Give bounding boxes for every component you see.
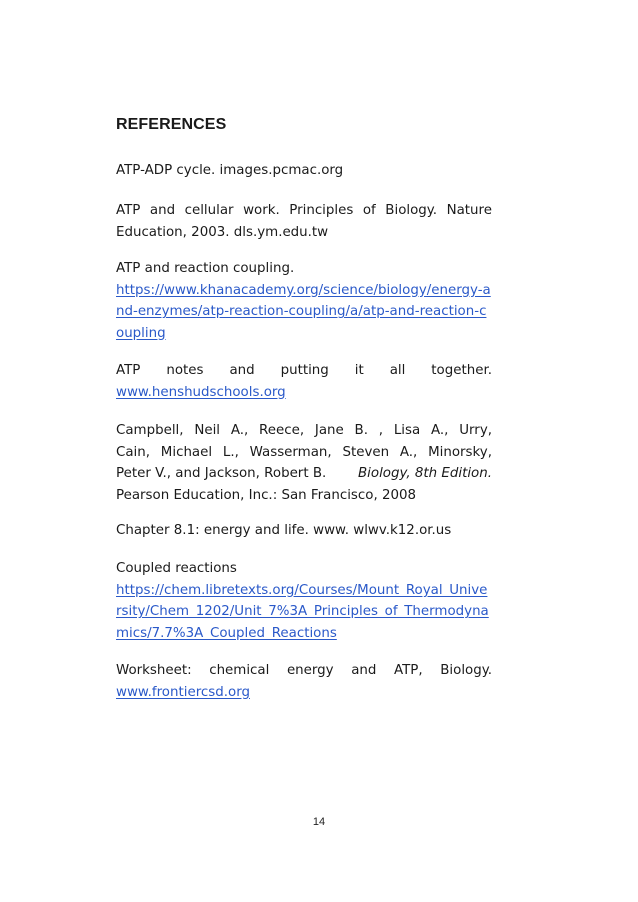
reference-authors: Peter V., and Jackson, Robert B.: [116, 466, 327, 481]
page-heading: REFERENCES: [116, 116, 227, 133]
reference-title: ATP and reaction coupling.: [116, 261, 295, 276]
reference-entry-2: [116, 200, 492, 243]
henshudschools-link[interactable]: www.henshudschools.org: [116, 384, 286, 400]
reference-line: ATP and cellular work. Principles of Biology. Nature: [116, 203, 492, 218]
frontiercsd-link[interactable]: www.frontiercsd.org: [116, 684, 250, 700]
reference-title: ATP notes and putting it all together.: [116, 363, 492, 378]
reference-authors: Cain, Michael L., Wasserman, Steven A., Minorsky,: [116, 444, 492, 460]
reference-entry-6: Chapter 8.1: energy and life. www. wlwv.k12.or.us: [116, 523, 452, 538]
reference-line: Education, 2003. dls.ym.edu.tw: [116, 224, 329, 240]
reference-entry-5: [116, 420, 492, 506]
reference-entry-3: [116, 258, 492, 344]
reference-publisher: Pearson Education, Inc.: San Francisco, 2008: [116, 487, 417, 503]
reference-entry-4: [116, 360, 492, 403]
reference-authors-title-line: [116, 463, 492, 485]
book-title: Biology, 8th Edition.: [357, 466, 492, 481]
reference-title: Coupled reactions: [116, 561, 237, 576]
reference-entry-1: ATP-ADP cycle. images.pcmac.org: [116, 163, 344, 178]
khanacademy-link[interactable]: https://www.khanacademy.org/science/biology/energy-and-enzymes/atp-reaction-coupling/a/atp-and-reaction-coupling: [116, 282, 491, 341]
page-number: 14: [312, 816, 326, 828]
reference-entry-7: [116, 558, 492, 644]
reference-authors: Campbell, Neil A., Reece, Jane B. , Lisa A., Urry,: [116, 423, 492, 438]
reference-title: Worksheet: chemical energy and ATP, Biology.: [116, 663, 492, 678]
libretexts-link[interactable]: https://chem.libretexts.org/Courses/Mount_Royal_University/Chem_1202/Unit_7%3A_Principles_of_Thermodynamics/7.7%3A_Coupled_Reactions: [116, 582, 489, 641]
reference-entry-8: [116, 660, 492, 703]
